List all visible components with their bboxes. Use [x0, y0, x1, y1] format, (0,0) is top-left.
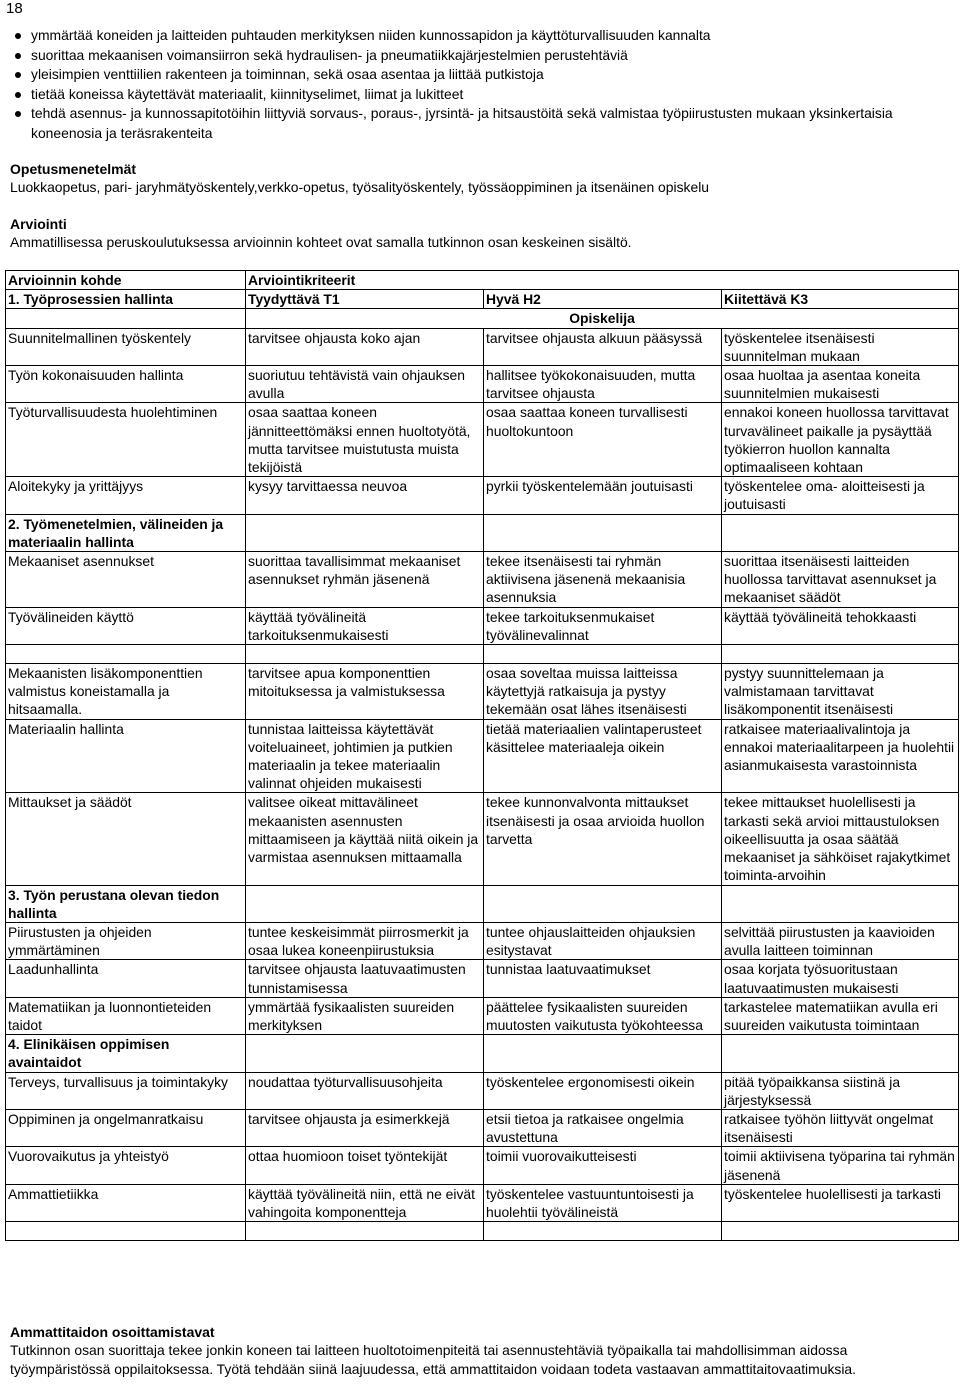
criteria-cell: käyttää työvälineitä tarkoituksenmukaisesti	[246, 607, 484, 644]
assessment-target-cell: Materiaalin hallinta	[6, 719, 246, 793]
criteria-cell: ratkaisee materiaalivalintoja ja ennakoi materiaalitarpeen ja huolehtii asianmukaisesta varastoinnista	[722, 719, 959, 793]
assessment-target-cell: Mekaanisten lisäkomponenttien valmistus koneistamalla ja hitsaamalla.	[6, 664, 246, 720]
table-row	[6, 328, 959, 365]
criteria-cell: työskentelee oma- aloitteisesti ja joutuisasti	[722, 477, 959, 514]
criteria-cell: tekee tarkoituksenmukaiset työvälinevalinnat	[484, 607, 722, 644]
criteria-cell: tunnistaa laatuvaatimukset	[484, 960, 722, 997]
criteria-cell: ymmärtää fysikaalisten suureiden merkityksen	[246, 997, 484, 1034]
demonstration-text: Tutkinnon osan suorittaja tekee jonkin koneen tai laitteen huoltotoimenpiteitä tai asennustehtäviä työpaikalla tai mahdollisimman aidossa työympäristössä oppilaitoksessa. Työtä tehdään siinä laajuudessa, että ammattitaidon voidaan todeta vastaavan ammattitaitovaatimuksia.	[10, 1342, 857, 1377]
assessment-target-cell: Mittaukset ja säädöt	[6, 793, 246, 885]
table-row	[6, 403, 959, 477]
group-header: 4. Elinikäisen oppimisen avaintaidot	[6, 1035, 246, 1072]
criteria-cell: suorittaa itsenäisesti laitteiden huollossa tarvittavat asennukset ja mekaaniset säädöt	[722, 552, 959, 608]
table-row	[6, 477, 959, 514]
table-row	[6, 997, 959, 1034]
objectives-list	[10, 26, 945, 144]
criteria-cell: osaa saattaa koneen turvallisesti huoltokuntoon	[484, 403, 722, 477]
assessment-target-cell: Työn kokonaisuuden hallinta	[6, 366, 246, 403]
demonstration-heading: Ammattitaidon osoittamistavat	[10, 1324, 215, 1340]
group-header: 3. Työn perustana olevan tiedon hallinta	[6, 885, 246, 922]
table-row	[6, 552, 959, 608]
table-header-row	[6, 271, 959, 290]
assessment-target-cell: Vuorovaikutus ja yhteistyö	[6, 1147, 246, 1184]
criteria-cell: osaa huoltaa ja asentaa koneita suunnitelmien mukaisesti	[722, 366, 959, 403]
criteria-cell: toimii aktiivisena työparina tai ryhmän jäsenenä	[722, 1147, 959, 1184]
criteria-cell: tuntee ohjauslaitteiden ohjauksien esitystavat	[484, 922, 722, 959]
table-row	[6, 1184, 959, 1221]
assessment-table	[5, 270, 959, 1241]
table-row	[6, 1147, 959, 1184]
assessment-target-cell: Työvälineiden käyttö	[6, 607, 246, 644]
criteria-cell: ratkaisee työhön liittyvät ongelmat itsenäisesti	[722, 1109, 959, 1146]
level-header: Kiitettävä K3	[722, 290, 959, 309]
group-header: 2. Työmenetelmien, välineiden ja materiaalin hallinta	[6, 514, 246, 551]
table-subheader-row	[6, 309, 959, 328]
assessment-text: Ammatillisessa peruskoulutuksessa arvioinnin kohteet ovat samalla tutkinnon osan keskeinen sisältö.	[10, 234, 632, 250]
methods-section	[10, 160, 945, 196]
criteria-cell: pystyy suunnittelemaan ja valmistamaan tarvittavat lisäkomponentit itsenäisesti	[722, 664, 959, 720]
criteria-cell: hallitsee työkokonaisuuden, mutta tarvitsee ohjausta	[484, 366, 722, 403]
column-header-target: Arvioinnin kohde	[6, 271, 246, 290]
criteria-cell: tarvitsee ohjausta laatuvaatimusten tunnistamisessa	[246, 960, 484, 997]
criteria-cell: tarvitsee ohjausta alkuun pääsyssä	[484, 328, 722, 365]
table-row	[6, 1072, 959, 1109]
assessment-target-cell: Matematiikan ja luonnontieteiden taidot	[6, 997, 246, 1034]
table-row	[6, 960, 959, 997]
criteria-cell: tietää materiaalien valintaperusteet käsittelee materiaaleja oikein	[484, 719, 722, 793]
list-item: yleisimpien venttiilien rakenteen ja toiminnan, sekä osaa asentaa ja liittää putkistoja	[10, 65, 945, 85]
criteria-cell: noudattaa työturvallisuusohjeita	[246, 1072, 484, 1109]
column-header-criteria: Arviointikriteerit	[246, 271, 959, 290]
criteria-cell: tarkastelee matematiikan avulla eri suureiden vaikutusta toimintaan	[722, 997, 959, 1034]
criteria-cell: tekee mittaukset huolellisesti ja tarkasti sekä arvioi mittaustuloksen oikeellisuutta ja osaa säätää mekaaniset ja sähköiset rajakytkimet toiminta-arvoihin	[722, 793, 959, 885]
level-header: Tyydyttävä T1	[246, 290, 484, 309]
assessment-target-cell: Oppiminen ja ongelmanratkaisu	[6, 1109, 246, 1146]
table-spacer-row	[6, 1222, 959, 1241]
methods-heading: Opetusmenetelmät	[10, 161, 137, 177]
criteria-cell: etsii tietoa ja ratkaisee ongelmia avustettuna	[484, 1109, 722, 1146]
criteria-cell: käyttää työvälineitä tehokkaasti	[722, 607, 959, 644]
criteria-cell: käyttää työvälineitä niin, että ne eivät vahingoita komponentteja	[246, 1184, 484, 1221]
table-group-row	[6, 1035, 959, 1072]
assessment-target-cell: Työturvallisuudesta huolehtiminen	[6, 403, 246, 477]
table-row	[6, 664, 959, 720]
assessment-target-cell: Suunnitelmallinen työskentely	[6, 328, 246, 365]
assessment-target-cell: Ammattietiikka	[6, 1184, 246, 1221]
criteria-cell: tarvitsee apua komponenttien mitoituksessa ja valmistuksessa	[246, 664, 484, 720]
table-levels-row	[6, 290, 959, 309]
assessment-section	[10, 215, 945, 251]
criteria-cell: tekee kunnonvalvonta mittaukset itsenäisesti ja osaa arvioida huollon tarvetta	[484, 793, 722, 885]
criteria-cell: päättelee fysikaalisten suureiden muutosten vaikutusta työkohteessa	[484, 997, 722, 1034]
criteria-cell: tunnistaa laitteissa käytettävät voiteluaineet, johtimien ja putkien materiaalin ja tekee materiaalin valinnat ohjeiden mukaisesti	[246, 719, 484, 793]
list-item: ymmärtää koneiden ja laitteiden puhtauden merkityksen niiden kunnossapidon ja käyttöturvallisuuden kannalta	[10, 26, 945, 46]
criteria-cell: osaa saattaa koneen jännitteettömäksi ennen huoltotyötä, mutta tarvitsee muistutusta muista tekijöistä	[246, 403, 484, 477]
list-item: tehdä asennus- ja kunnossapitotöihin liittyviä sorvaus-, poraus-, jyrsintä- ja hitsaustöitä sekä valmistaa työpiirustusten mukaan yksinkertaisia koneenosia ja teräsrakenteita	[10, 104, 945, 143]
criteria-cell: osaa soveltaa muissa laitteissa käytettyjä ratkaisuja ja pystyy tekemään osat lähes itsenäisesti	[484, 664, 722, 720]
student-subheader: Opiskelija	[246, 309, 959, 328]
assessment-target-cell: Aloitekyky ja yrittäjyys	[6, 477, 246, 514]
criteria-cell: pitää työpaikkansa siistinä ja järjestyksessä	[722, 1072, 959, 1109]
table-row	[6, 719, 959, 793]
list-item: suorittaa mekaanisen voimansiirron sekä hydraulisen- ja pneumatiikkajärjestelmien perustehtäviä	[10, 46, 945, 66]
criteria-cell: tuntee keskeisimmät piirrosmerkit ja osaa lukea koneenpiirustuksia	[246, 922, 484, 959]
demonstration-section	[10, 1323, 945, 1379]
level-header: Hyvä H2	[484, 290, 722, 309]
assessment-target-cell: Mekaaniset asennukset	[6, 552, 246, 608]
criteria-cell: ennakoi koneen huollossa tarvittavat turvavälineet paikalle ja pysäyttää työkierron huollon kannalta optimaaliseen kohtaan	[722, 403, 959, 477]
criteria-cell: valitsee oikeat mittavälineet mekaanisten asennusten mittaamiseen ja käyttää niitä oikein ja varmistaa asennuksen mittaamalla	[246, 793, 484, 885]
criteria-cell: työskentelee itsenäisesti suunnitelman mukaan	[722, 328, 959, 365]
methods-text: Luokkaopetus, pari- jaryhmätyöskentely,verkko-opetus, työsalityöskentely, työssäoppiminen ja itsenäinen opiskelu	[10, 179, 710, 195]
assessment-heading: Arviointi	[10, 216, 67, 232]
criteria-cell: kysyy tarvittaessa neuvoa	[246, 477, 484, 514]
table-row	[6, 922, 959, 959]
page-number: 18	[6, 0, 23, 17]
criteria-cell: pyrkii työskentelemään joutuisasti	[484, 477, 722, 514]
criteria-cell: työskentelee vastuuntuntoisesti ja huolehtii työvälineistä	[484, 1184, 722, 1221]
criteria-cell: selvittää piirustusten ja kaavioiden avulla laitteen toiminnan	[722, 922, 959, 959]
criteria-cell: tarvitsee ohjausta koko ajan	[246, 328, 484, 365]
table-row	[6, 366, 959, 403]
list-item: tietää koneissa käytettävät materiaalit, kiinnityselimet, liimat ja lukitteet	[10, 85, 945, 105]
table-row	[6, 1109, 959, 1146]
table-spacer-row	[6, 645, 959, 664]
group-header: 1. Työprosessien hallinta	[6, 290, 246, 309]
assessment-target-cell: Terveys, turvallisuus ja toimintakyky	[6, 1072, 246, 1109]
criteria-cell: suorittaa tavallisimmat mekaaniset asennukset ryhmän jäsenenä	[246, 552, 484, 608]
criteria-cell: ottaa huomioon toiset työntekijät	[246, 1147, 484, 1184]
criteria-cell: osaa korjata työsuoritustaan laatuvaatimusten mukaisesti	[722, 960, 959, 997]
criteria-cell: tekee itsenäisesti tai ryhmän aktiivisena jäsenenä mekaanisia asennuksia	[484, 552, 722, 608]
table-group-row	[6, 885, 959, 922]
criteria-cell: työskentelee huolellisesti ja tarkasti	[722, 1184, 959, 1221]
table-row	[6, 793, 959, 885]
criteria-cell: suoriutuu tehtävistä vain ohjauksen avulla	[246, 366, 484, 403]
table-row	[6, 607, 959, 644]
criteria-cell: tarvitsee ohjausta ja esimerkkejä	[246, 1109, 484, 1146]
assessment-target-cell: Piirustusten ja ohjeiden ymmärtäminen	[6, 922, 246, 959]
table-group-row	[6, 514, 959, 551]
assessment-target-cell: Laadunhallinta	[6, 960, 246, 997]
criteria-cell: toimii vuorovaikutteisesti	[484, 1147, 722, 1184]
criteria-cell: työskentelee ergonomisesti oikein	[484, 1072, 722, 1109]
